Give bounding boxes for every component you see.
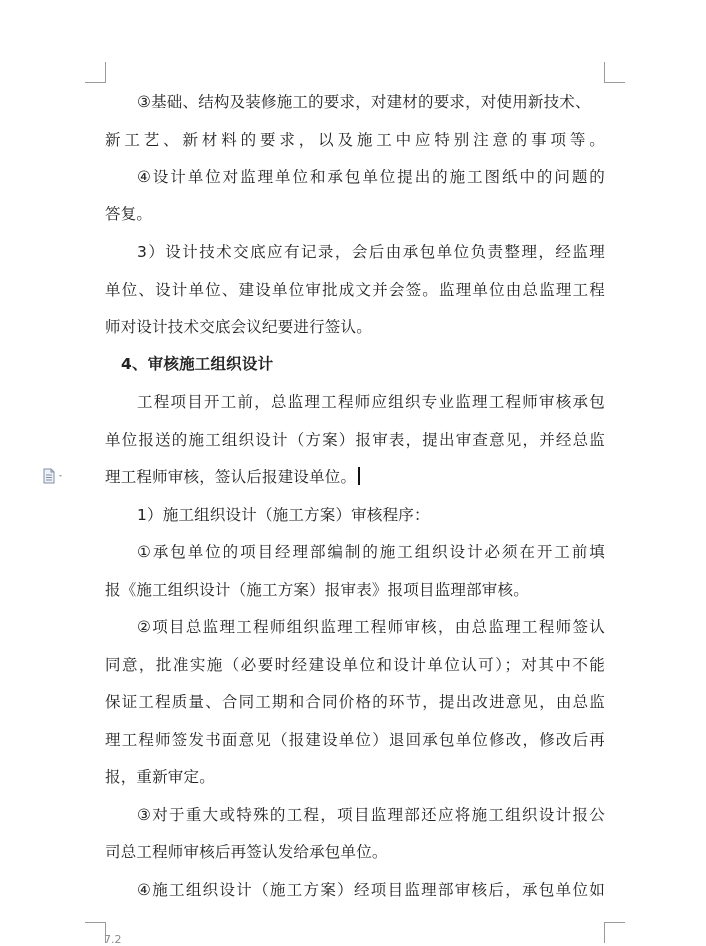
text-line-10: 单位报送的施工组织设计（方案）报审表，提出审查意见，并经总监 (105, 431, 605, 449)
text-line-21: 司总工程师审核后再签认发给承包单位。 (105, 843, 388, 861)
crop-mark-top-left (85, 62, 106, 83)
text-cursor (358, 467, 360, 485)
document-icon[interactable] (41, 468, 67, 484)
text-line-17: 保证工程质量、合同工期和合同价格的环节，提出改进意见，由总监 (105, 693, 605, 711)
text-line-6: 单位、设计单位、建设单位审批成文并会签。监理单位由总监理工程 (105, 281, 605, 299)
text-line-18: 理工程师签发书面意见（报建设单位）退回承包单位修改，修改后再 (105, 731, 605, 749)
text-line-20: ③对于重大或特殊的工程，项目监理部还应将施工组织设计报公 (137, 806, 605, 824)
text-line-13: ①承包单位的项目经理部编制的施工组织设计必须在开工前填 (137, 543, 605, 561)
text-line-19: 报，重新审定。 (105, 768, 215, 786)
crop-mark-bottom-right (604, 922, 625, 943)
text-line-2: 新工艺、新材料的要求，以及施工中应特别注意的事项等。 (105, 131, 605, 149)
text-line-3: ④设计单位对监理单位和承包单位提出的施工图纸中的问题的 (137, 168, 605, 186)
text-line-16: 同意，批准实施（必要时经建设单位和设计单位认可）；对其中不能 (105, 656, 605, 674)
text-line-9: 工程项目开工前，总监理工程师应组织专业监理工程师审核承包 (137, 393, 605, 411)
section-heading: 4、审核施工组织设计 (121, 355, 274, 373)
text-line-22: ④施工组织设计（施工方案）经项目监理部审核后，承包单位如 (137, 881, 605, 899)
page-footer: 7.2 (104, 933, 122, 946)
text-line-11 (105, 467, 605, 487)
crop-mark-top-right (604, 62, 625, 83)
text-line-1: ③基础、结构及装修施工的要求，对建材的要求，对使用新技术、 (137, 93, 591, 111)
text-line-5: 3）设计技术交底应有记录，会后由承包单位负责整理，经监理 (137, 243, 605, 261)
text-line-7: 师对设计技术交底会议纪要进行签认。 (105, 318, 372, 336)
crop-mark-bottom-left (85, 922, 106, 943)
text-line-15: ②项目总监理工程师组织监理工程师审核，由总监理工程师签认 (137, 618, 605, 636)
text-line-14: 报《施工组织设计（施工方案）报审表》报项目监理部审核。 (105, 581, 529, 599)
text-line-11-content: 理工程师审核，签认后报建设单位。 (105, 468, 357, 486)
text-line-4: 答复。 (105, 205, 153, 223)
text-line-12: 1）施工组织设计（施工方案）审核程序： (137, 506, 430, 524)
